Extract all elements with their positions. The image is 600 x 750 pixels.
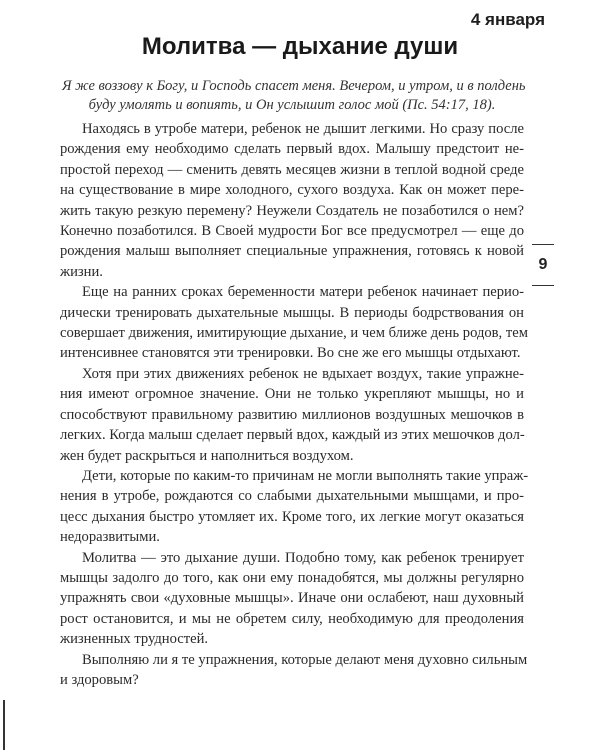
text-line: ния имеют огромное значение. Они не только укрепляют мышцы, но и: [60, 386, 524, 403]
text-line: Дети, которые по каким-то причинам не могли выполнять такие упраж-: [82, 467, 529, 484]
paragraph: [60, 466, 529, 548]
paragraph: [60, 282, 528, 364]
text-line: на существование в мире холодного, сухого воздуха. Как он может пере-: [60, 182, 524, 199]
epigraph-line: буду умолять и вопиять, и Он услышит голос мой (Пс. 54:17, 18).: [88, 97, 496, 113]
text-line: упражнять свои «духовные мышцы». Иначе они ослабеют, наш духовный: [60, 590, 524, 607]
text-line: рождения малыш выполняет специальные упражнения, готовясь к новой: [60, 243, 524, 260]
paragraph: [60, 650, 528, 691]
text-line: жизни.: [60, 263, 103, 280]
text-line: Еще на ранних сроках беременности матери ребенок начинает перио-: [82, 284, 524, 301]
text-line: Конечно позаботился. В Своей мудрости Бог все предусмотрел — еще до: [60, 223, 524, 240]
text-line: жен будет раскрыться и наполниться воздухом.: [60, 447, 354, 464]
paragraph: [60, 119, 524, 282]
text-line: рождения ему необходимо сделать первый вдох. Малышу предстоит не-: [60, 141, 524, 158]
paragraph: [60, 364, 524, 466]
text-line: жизненных трудностей.: [60, 631, 209, 648]
text-line: Молитва — это дыхание души. Подобно тому, как ребенок тренирует: [82, 549, 524, 566]
epigraph-line: Я же воззову к Богу, и Господь спасет меня. Вечером, и утром, и в полдень: [62, 78, 526, 94]
text-line: рост остановится, и мы не обретем силу, необходимую для преодоления: [60, 610, 524, 627]
page-number: 9: [538, 256, 548, 273]
text-line: Находясь в утробе матери, ребенок не дышит легкими. Но сразу после: [82, 121, 524, 137]
text-line: и здоровым?: [60, 671, 139, 688]
text-line: совершает движения, имитирующие дыхание, и чем ближе день родов, тем: [60, 325, 528, 342]
text-line: легких. Когда малыш сделает первый вдох, каждый из этих мешочков дол-: [60, 427, 525, 444]
text-line: простой переход — сменить девять месяцев жизни в теплой водной среде: [60, 161, 524, 178]
text-line: цесс дыхания быстро утомляет их. Кроме того, их легкие могут оказаться: [60, 508, 524, 525]
text-line: интенсивнее становятся эти тренировки. Во сне же его мышцы отдыхают.: [60, 345, 521, 362]
page-number-tab: [532, 244, 554, 286]
page-title: Молитва — дыхание души: [141, 33, 459, 60]
text-line: недоразвитыми.: [60, 529, 160, 546]
text-line: Выполняю ли я те упражнения, которые делают меня духовно сильным: [82, 651, 528, 668]
epigraph: [62, 77, 526, 115]
text-line: жить такую резкую перемену? Неужели Создатель не позаботился о нем?: [60, 202, 524, 219]
article-body: [60, 119, 529, 690]
margin-rule: [3, 700, 5, 750]
text-line: дически тренировать дыхательные мышцы. В периоды бодрствования он: [60, 304, 524, 321]
text-line: мышцы задолго до того, как они ему понадобятся, мы должны регулярно: [60, 569, 524, 586]
paragraph: [60, 548, 524, 650]
page-date: 4 января: [470, 10, 545, 29]
text-line: Хотя при этих движениях ребенок не вдыхает воздух, такие упражне-: [82, 365, 524, 382]
text-line: способствуют правильному развитию миллионов воздушных мешочков в: [60, 406, 524, 423]
text-line: нения в утробе, рождаются со слабыми дыхательными мышцами, и про-: [60, 488, 524, 505]
